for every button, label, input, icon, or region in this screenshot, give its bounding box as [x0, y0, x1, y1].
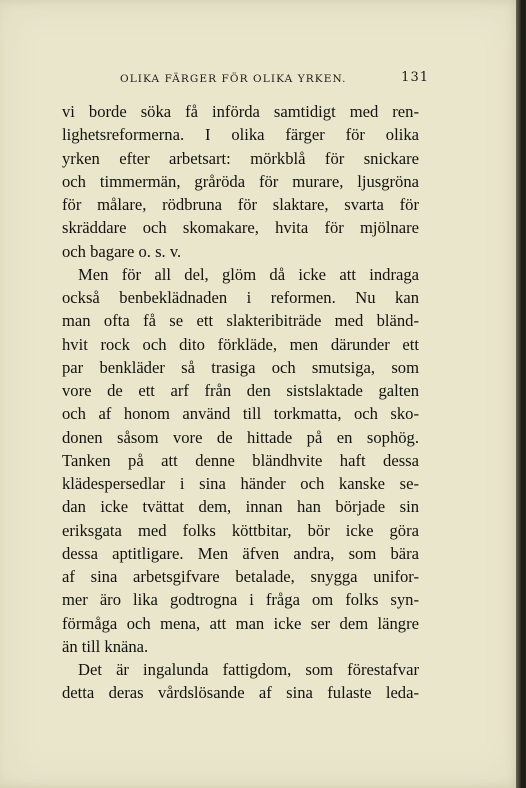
text-line: man ofta få se ett slakteribiträde med bländ-	[62, 311, 419, 331]
body-text	[62, 100, 419, 705]
page-number: 131	[401, 70, 429, 85]
text-line: än till knäna.	[62, 636, 149, 656]
text-line: donen såsom vore de hittade på en sophög.	[62, 427, 419, 447]
text-line: hvit rock och dito förkläde, men därunder ett	[62, 334, 419, 354]
text-line: och af honom använd till torkmatta, och sko-	[62, 404, 419, 424]
running-title: OLIKA FÄRGER FÖR OLIKA YRKEN.	[120, 73, 347, 85]
text-line: Tanken på att denne bländhvite haft dessa	[62, 450, 419, 470]
text-line: detta deras vårdslösande af sina fulaste leda-	[62, 683, 419, 703]
text-line: vi borde söka få införda samtidigt med ren-	[62, 102, 419, 121]
text-line: förmåga och mena, att man icke ser dem längre	[62, 613, 419, 633]
text-line: för målare, rödbruna för slaktare, svarta för	[62, 195, 419, 214]
text-line: mer äro lika godtrogna i fråga om folks syn-	[62, 590, 419, 610]
running-header	[60, 70, 431, 90]
text-line: dessa aptitligare. Men äfven andra, som bära	[62, 543, 419, 563]
text-line: Men för all del, glöm då icke att indraga	[78, 264, 419, 284]
text-line: lighetsreformerna. I olika färger för olika	[62, 125, 419, 145]
text-line: eriksgata med folks köttbitar, bör icke göra	[62, 520, 419, 540]
text-line: skräddare och skomakare, hvita för mjölnare	[62, 218, 419, 238]
text-line: vore de ett arf från den sistslaktade galten	[62, 381, 419, 400]
text-line: yrken efter arbetsart: mörkblå för snickare	[62, 148, 419, 168]
text-line: Det är ingalunda fattigdom, som förestafvar	[78, 660, 419, 679]
page-edge	[516, 0, 521, 788]
text-line: och timmermän, gråröda för murare, ljusgröna	[62, 171, 419, 191]
text-line: af sina arbetsgifvare betalade, snygga unifor-	[62, 567, 419, 586]
text-line: dan icke tvättat dem, innan han började sin	[62, 497, 419, 517]
text-line: också benbeklädnaden i reformen. Nu kan	[62, 288, 419, 307]
text-line: par benkläder så trasiga och smutsiga, som	[62, 357, 419, 377]
text-line: och bagare o. s. v.	[62, 241, 182, 261]
text-line: klädespersedlar i sina händer och kanske se-	[62, 474, 419, 493]
